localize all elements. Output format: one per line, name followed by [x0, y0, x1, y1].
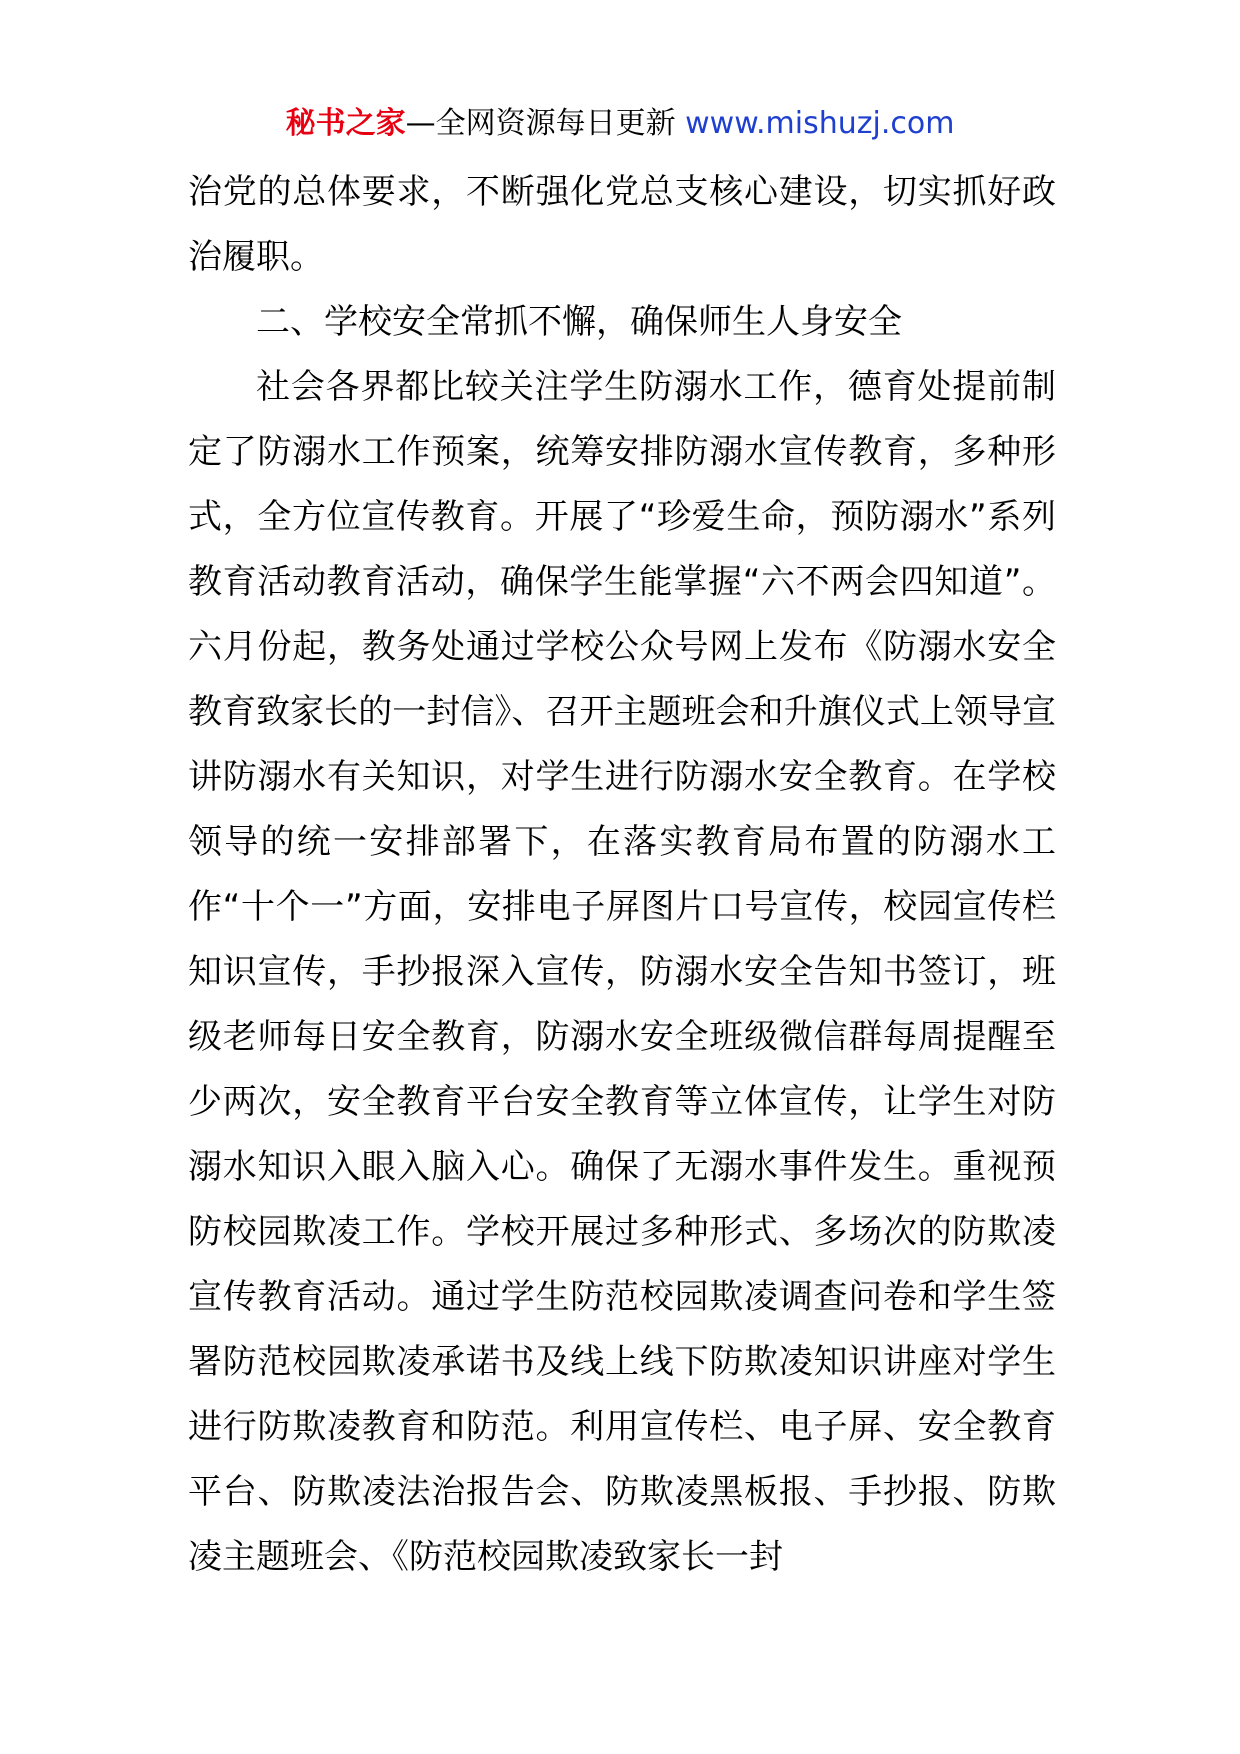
header-url-link[interactable]: www.mishuzj.com: [685, 106, 955, 141]
continuation-paragraph: 治党的总体要求，不断强化党总支核心建设，切实抓好政治履职。: [188, 172, 1056, 277]
page-header: [0, 102, 1240, 146]
header-tagline: —全网资源每日更新: [405, 106, 686, 141]
document-body: [188, 160, 1056, 1590]
header-brand: 秘书之家: [285, 106, 406, 141]
section-heading: 二、学校安全常抓不懈，确保师生人身安全: [256, 302, 902, 342]
body-paragraph: 社会各界都比较关注学生防溺水工作，德育处提前制定了防溺水工作预案，统筹安排防溺水宣传教育，多种形式，全方位宣传教育。开展了“珍爱生命，预防溺水”系列教育活动教育活动，确保学生能掌握“六不两会四知道”。六月份起，教务处通过学校公众号网上发布《防溺水安全教育致家长的一封信》、召开主题班会和升旗仪式上领导宣讲防溺水有关知识，对学生进行防溺水安全教育。在学校领导的统一安排部署下，在落实教育局布置的防溺水工作“十个一”方面，安排电子屏图片口号宣传，校园宣传栏知识宣传，手抄报深入宣传，防溺水安全告知书签订，班级老师每日安全教育，防溺水安全班级微信群每周提醒至少两次，安全教育平台安全教育等立体宣传，让学生对防溺水知识入眼入脑入心。确保了无溺水事件发生。重视预防校园欺凌工作。学校开展过多种形式、多场次的防欺凌宣传教育活动。通过学生防范校园欺凌调查问卷和学生签署防范校园欺凌承诺书及线上线下防欺凌知识讲座对学生进行防欺凌教育和防范。利用宣传栏、电子屏、安全教育平台、防欺凌法治报告会、防欺凌黑板报、手抄报、防欺凌主题班会、《防范校园欺凌致家长一封: [188, 367, 1056, 1577]
